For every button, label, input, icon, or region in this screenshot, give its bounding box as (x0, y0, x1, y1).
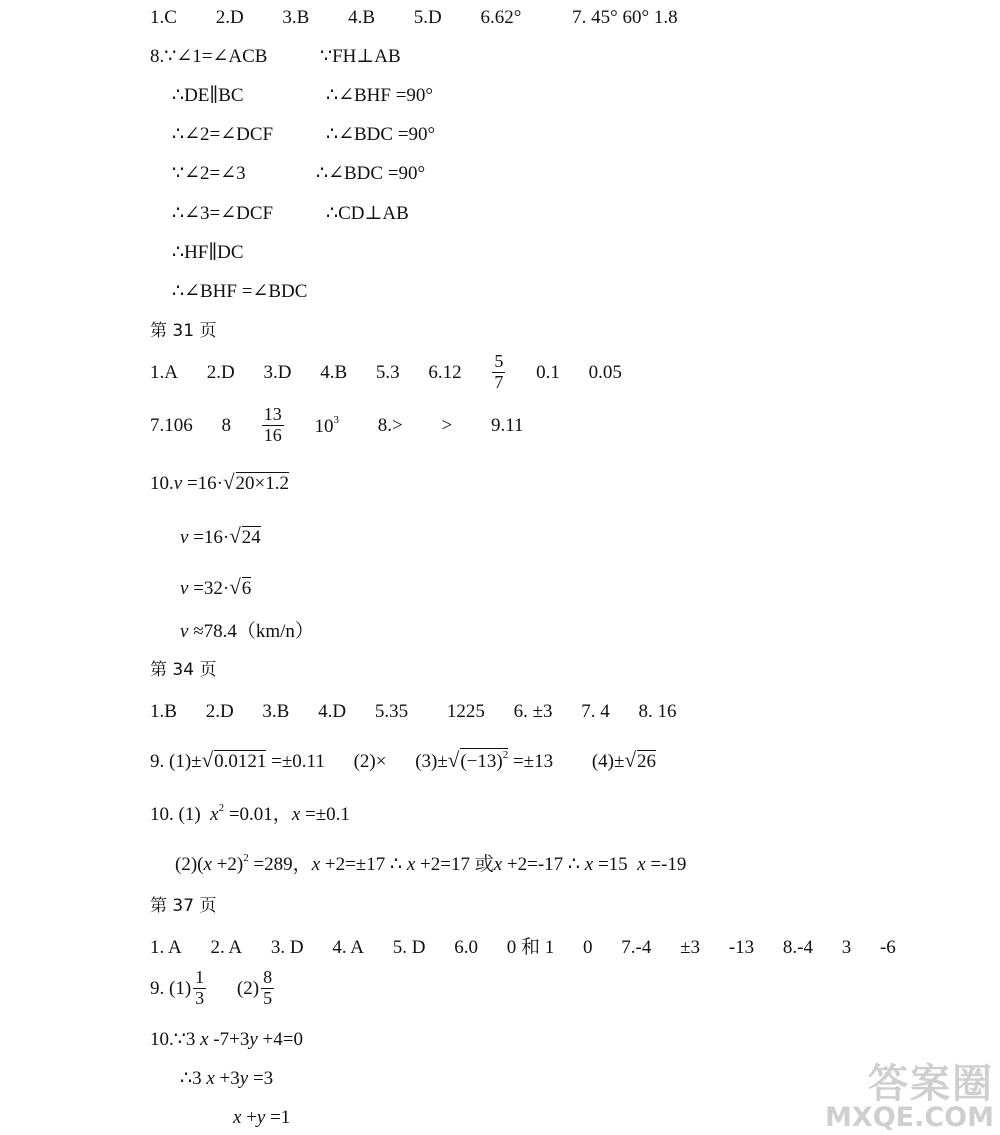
sqrt-sign: √ (222, 470, 235, 494)
proof-line-2: ∴DE∥BC (172, 85, 244, 106)
p34-answers-line-10-2: $(2)(x +2)^2 =289$，x +2=±17 ∴ x +2=17 或x +2=-17 ∴ x =15 x =-19 (175, 852, 687, 875)
p31-line-v1: v =16·√24 (180, 524, 261, 548)
proof-line-1 (150, 47, 267, 66)
p34-answers-line-10-1: 10. (1) $x^2 =0.01$，x =±0.1 (150, 802, 350, 825)
p37-answers-line-9: 9. (1) $\frac{1}{3}$ (2) $\frac{8}{5}$ (150, 967, 273, 1008)
proof-line-1-right: ∵FH⊥AB (320, 46, 401, 67)
p31-line-10: 10.v =16·√20×1.2 (150, 470, 289, 494)
answers-line-top: 1.C 2.D 3.B 4.B 5.D 6.62° 7. 45° 60° 1.8 (150, 7, 678, 28)
page-34-heading: 第 34 页 (150, 660, 217, 680)
proof-line-4-right: ∴∠BDC =90° (316, 163, 426, 184)
proof-line-2-right: ∴∠BHF =90° (326, 85, 434, 106)
p34-answers-line-9: 9. (1)±√0.0121 =±0.11 $(2)\times (3)\pm√(-13)^2 =\pm 13$ (4)±√26 (150, 748, 656, 772)
p37-line-10-2: ∴3 x +3y =3 (180, 1068, 274, 1089)
p31-answers-line-1: 1.A 2.D 3.D 4.B 5.3 6.12 $\frac{5}{7}$ 0.1 0.05 (150, 351, 622, 392)
proof-line-4: ∵∠2=∠3 (172, 163, 246, 184)
sqrt-sign: √ (229, 524, 241, 548)
proof-line-3: ∴∠2=∠DCF (172, 124, 274, 145)
p34-answers-line-1: 1.B 2.D 3.B 4.D 5.35 1225 6. ±3 7. 4 8. 16 (150, 701, 677, 722)
proof-line-6: ∴HF∥DC (172, 242, 244, 263)
fraction-5-7: $\frac{5}{7}$ (494, 351, 504, 392)
sqrt-sign: √ (229, 575, 241, 599)
proof-line-5-right: ∴CD⊥AB (326, 203, 409, 224)
watermark-logo: 答案圈 (868, 1061, 994, 1107)
p31-answers-line-2: 7.106 8 $\frac{13}{16}$ $10^3$ 8.> > 9.11 (150, 404, 524, 445)
fraction-8-5: $\frac{8}{5}$ (263, 967, 273, 1008)
watermark-site: MXQE.COM (825, 1102, 994, 1133)
p37-line-10-3: x +y =1 (233, 1107, 291, 1128)
proof-line-1-left: 8.∵∠1=∠ACB (150, 46, 268, 67)
proof-line-7: ∴∠BHF =∠BDC (172, 281, 308, 302)
fraction-13-16: $\frac{13}{16}$ (263, 404, 282, 445)
watermark (825, 1061, 994, 1133)
fraction-1-3: $\frac{1}{3}$ (195, 967, 205, 1008)
p37-answers-line-1: 1. A 2. A 3. D 4. A 5. D 6.0 0 和 1 0 7.-4 ±3 -13 8.-4 3 -6 (150, 937, 896, 958)
p31-line-v3: v ≈78.4（km/n） (180, 621, 314, 642)
p31-line-v2: v =32·√6 (180, 575, 252, 599)
proof-line-5: ∴∠3=∠DCF (172, 203, 274, 224)
page-37-heading: 第 37 页 (150, 896, 217, 916)
p37-line-10-1: 10.∵3 x -7+3y +4=0 (150, 1029, 303, 1050)
proof-line-3-right: ∴∠BDC =90° (326, 124, 436, 145)
page-31-heading: 第 31 页 (150, 321, 217, 341)
